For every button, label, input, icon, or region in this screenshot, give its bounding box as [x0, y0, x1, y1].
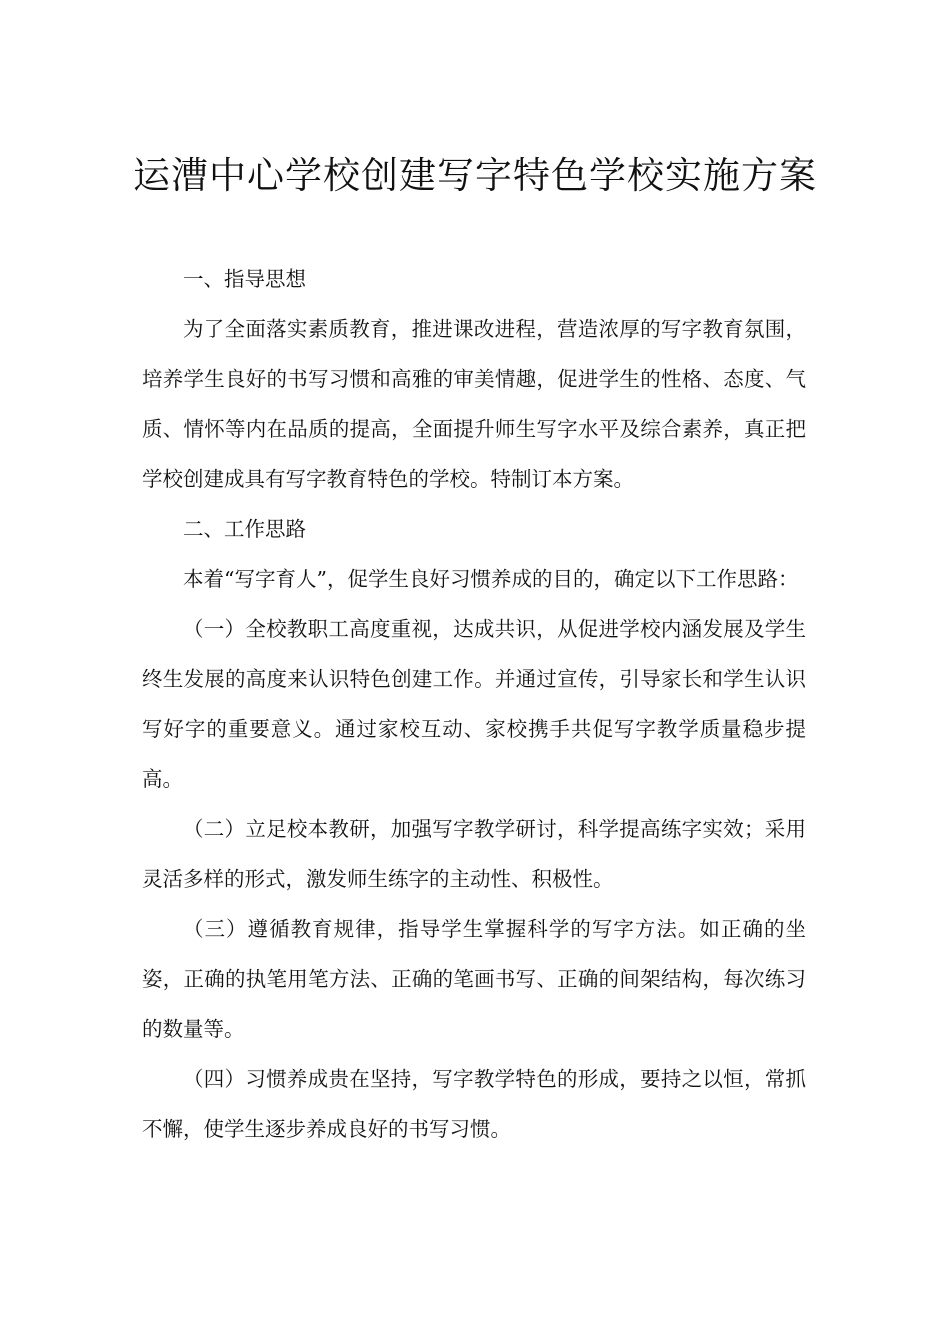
document-title: 运漕中心学校创建写字特色学校实施方案: [133, 154, 817, 197]
document-body: [142, 254, 806, 1154]
paragraph: 本着“写字育人”，促学生良好习惯养成的目的，确定以下工作思路：: [183, 567, 799, 591]
section-heading-guiding-thought: 一、指导思想: [183, 267, 306, 291]
section-heading-work-approach: 二、工作思路: [183, 517, 306, 541]
paragraph: （一）全校教职工高度重视，达成共识，从促进学校内涵发展及学生终生发展的高度来认识特色创建工作。并通过宣传，引导家长和学生认识写好字的重要意义。通过家校互动、家校携手共促写字教学质量稳步提高。: [142, 617, 806, 791]
paragraph: （二）立足校本教研，加强写字教学研讨，科学提高练字实效；采用灵活多样的形式，激发师生练字的主动性、积极性。: [142, 817, 806, 891]
paragraph: 为了全面落实素质教育，推进课改进程，营造浓厚的写字教育氛围，培养学生良好的书写习惯和高雅的审美情趣，促进学生的性格、态度、气质、情怀等内在品质的提高，全面提升师生写字水平及综合素养，真正把学校创建成具有写字教育特色的学校。特制订本方案。: [142, 317, 806, 491]
paragraph: （四）习惯养成贵在坚持，写字教学特色的形成，要持之以恒，常抓不懈，使学生逐步养成良好的书写习惯。: [142, 1067, 806, 1141]
paragraph: （三）遵循教育规律，指导学生掌握科学的写字方法。如正确的坐姿，正确的执笔用笔方法、正确的笔画书写、正确的间架结构，每次练习的数量等。: [142, 917, 806, 1041]
